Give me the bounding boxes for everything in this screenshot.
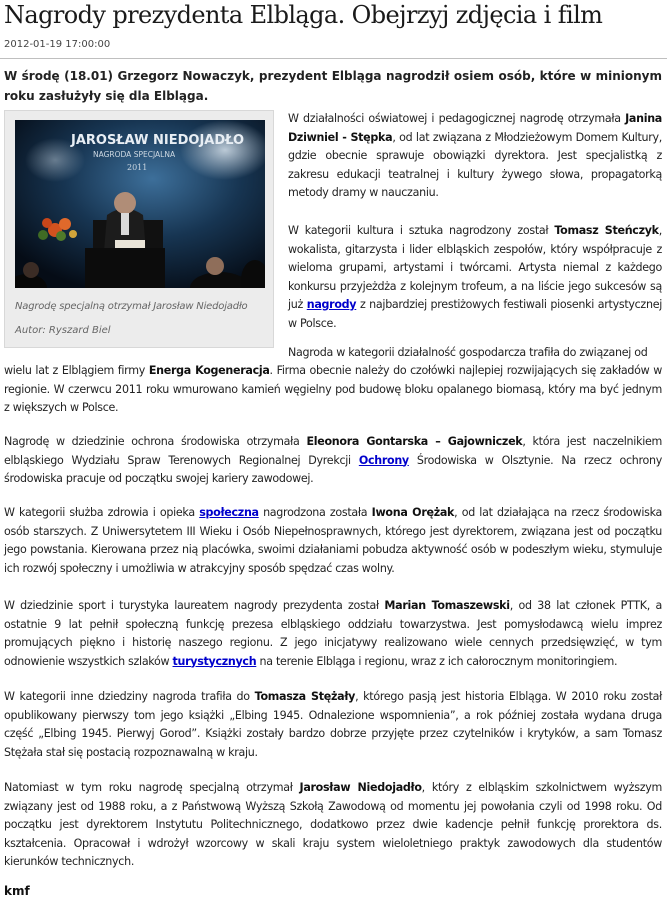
photo-box [4, 110, 274, 348]
paragraph-sport [4, 597, 662, 671]
paragraph-text: wielu lat z Elblągiem firmy [4, 364, 149, 377]
laureate-name: Tomasz Steńczyk [554, 224, 659, 237]
author-signature: kmf [4, 884, 30, 898]
paragraph-text: Nagroda w kategorii działalność gospodarcza trafiła do związanej od [288, 346, 648, 359]
laureate-name: Tomasza Stężały [254, 690, 356, 703]
paragraph-text: , od lat związana z Młodzieżowym Domem Kultury, gdzie obecnie sprawuje obowiązki dyrektora. Jest specjalistką z zakresu edukacji teatralnej i kultury żywego słowa, propagatorką metody dramy w nauczaniu. [288, 130, 662, 199]
link-nagrody[interactable]: nagrody [306, 298, 357, 311]
paragraph-text: , który z elbląskim szkolnictwem wyższym związany jest od 1988 roku, a z Państwową Wyższą Szkołą Zawodową od momentu jej powołania czyli od 1998 roku. Od początku jest dyrektorem Instytutu Politechnicznego, dodatkowo przez dwie kadencje pełnił funkcję prorektora ds. kształcenia. Opracował i wdrożył wzorcowy w skali kraju system wieloletniego praktyk zawodowych dla studentów kierunków technicznych. [4, 781, 662, 868]
title-divider [0, 58, 667, 59]
paragraph-business [4, 362, 662, 418]
photo-caption: Nagrodę specjalną otrzymał Jarosław Niedojadło [15, 301, 248, 312]
paragraph-text: , wokalista, gitarzysta i lider elbląskich zespołów, który współpracuje z wieloma grupami, artystami i twórcami. Artysta niemal z każdego konkursu przyjeżdża z kolejnym trofeum, a na liście jego sukcesów są już [288, 224, 662, 311]
article-date: 2012-01-19 17:00:00 [4, 39, 111, 50]
laureate-name: Energa Kogeneracja [148, 364, 270, 377]
paragraph-text: , którego pasją jest historia Elbląga. W 2010 roku został opublikowany pierwszy tom jego książki „Elbing 1945. Odnalezione wspomnienia”, a rok później została wydana druga część „Elbing 1945. Pierwyj Gorod”. Książki zostały bardzo dobrze przyjęte przez czytelników i krytyków, a sam Tomasz Stężała stał się postacią rozpoznawalną w kraju. [4, 690, 663, 759]
paragraph-text: W kategorii inne dziedziny nagroda trafiła do [4, 690, 255, 703]
paragraph-text: na terenie Elbląga i regionu, wraz z ich całorocznym monitoringiem. [256, 654, 618, 668]
paragraph-culture [288, 222, 662, 333]
paragraph-text: W dziedzinie sport i turystyka laureatem nagrody prezydenta został [4, 599, 385, 612]
paragraph-text: Nagrodę w dziedzinie ochrona środowiska otrzymała [4, 435, 307, 448]
paragraph-education [288, 110, 662, 203]
link-ochrony[interactable]: Ochrony [358, 453, 409, 467]
screen-text-year: 2011 [127, 163, 148, 172]
paragraph-text: W kategorii kultura i sztuka nagrodzony został [288, 224, 555, 237]
article-title: Nagrody prezydenta Elbląga. Obejrzyj zdjęcia i film [4, 1, 603, 29]
paragraph-text: . Firma obecnie należy do czołówki najlepiej rozwijających się zakładów w regionie. W czerwcu 2011 roku wmurowano kamień węgielny pod budowę bloku opalanego biomasą, który ma być jednym z większych w Polsce. [4, 364, 662, 414]
paragraph-special-award [4, 779, 662, 872]
paragraph-text: , która jest naczelnikiem elbląskiego Wydziału Spraw Terenowych Regionalnej Dyrekcji [4, 435, 663, 467]
article-photo[interactable] [15, 120, 265, 288]
paragraph-environment [4, 433, 662, 489]
paragraph-text: , od 38 lat członek PTTK, a ostatnie 9 lat pełnił społeczną funkcję prezesa elbląskiego oddziału towarzystwa. Jest pomysłodawcą wielu imprez promujących piękno i historię naszego regionu. Z jego inicjatywy realizowano wiele cennych przedsięwzięć, w tym odnowienie wszystkich szlaków [4, 599, 662, 668]
paragraph-text: W działalności oświatowej i pedagogicznej nagrodę otrzymała [288, 112, 626, 125]
paragraph-text: W kategorii służba zdrowia i opieka [4, 506, 200, 519]
laureate-name: Jarosław Niedojadło [299, 781, 422, 794]
laureate-name: Janina Dziwniel - Stępka [288, 112, 662, 144]
article-lead: W środę (18.01) Grzegorz Nowaczyk, prezydent Elbląga nagrodził osiem osób, które w minionym roku zasłużyły się dla Elbląga. [4, 69, 662, 103]
laureate-name: Eleonora Gontarska – Gajowniczek [306, 435, 523, 448]
paragraph-text: z najbardziej prestiżowych festiwali piosenki artystycznej w Polsce. [288, 298, 662, 330]
paragraph-text: Środowiska w Olsztynie. Na rzecz ochrony środowiska pracuje od początku swojej kariery zawodowej. [4, 453, 662, 485]
paragraph-health [4, 504, 662, 578]
paragraph-text: nagrodzona została [258, 506, 372, 519]
screen-text-award: NAGRODA SPECJALNA [93, 150, 176, 159]
laureate-name: Marian Tomaszewski [384, 599, 510, 612]
paragraph-text: , od lat działająca na rzecz środowiska osób starszych. Z Uniwersytetem III Wieku i Osób Niepełnosprawnych, którego jest dyrektorem, związana jest od początku jego powstania. Kierowana przez nią placówka, swoimi działaniami pobudza aktywność osób w podeszłym wieku, stymuluje ich rozwój społeczny i umożliwia w atrakcyjny sposób spędzać czas wolny. [4, 506, 663, 575]
laureate-name: Iwona Orężak [371, 506, 455, 519]
paragraph-other [4, 688, 662, 762]
paragraph-text: Natomiast w tym roku nagrodę specjalną otrzymał [4, 781, 300, 794]
paragraph-business-start [288, 344, 662, 363]
link-turystycznych[interactable]: turystycznych [172, 654, 257, 668]
link-spoleczna[interactable]: społeczna [199, 506, 259, 519]
photo-credit: Autor: Ryszard Biel [15, 325, 111, 336]
screen-text-name: JAROSŁAW NIEDOJADŁO [71, 133, 245, 148]
